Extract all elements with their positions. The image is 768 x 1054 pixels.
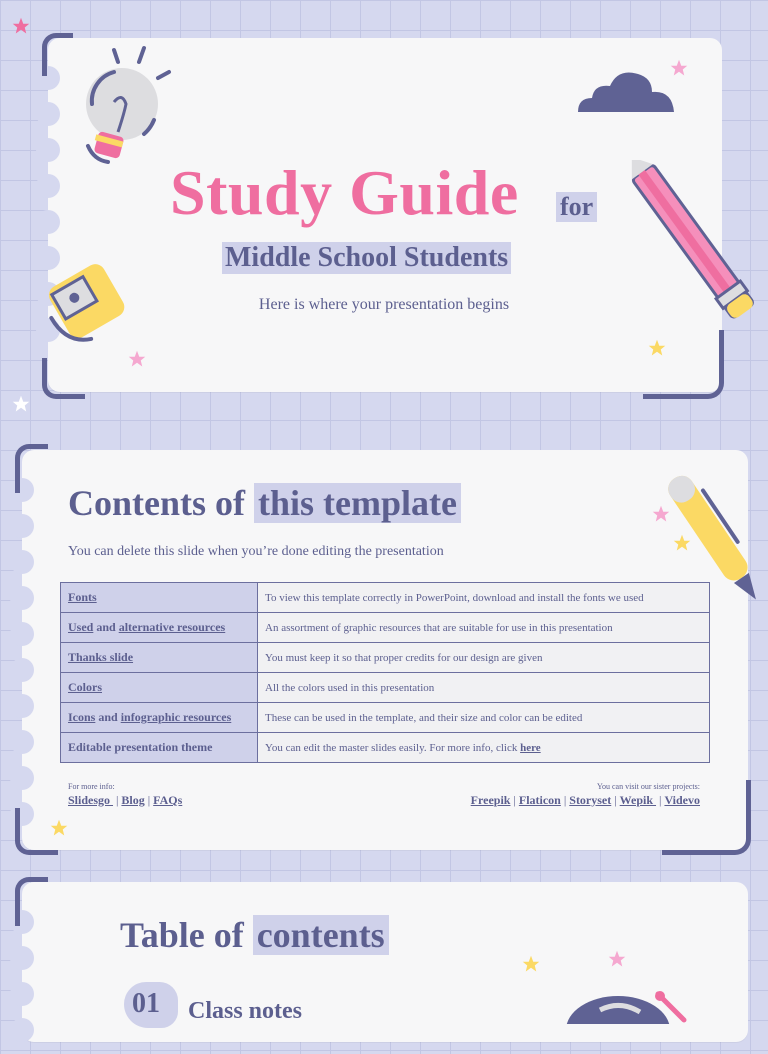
notebook-holes [10, 910, 34, 1054]
star-icon [673, 534, 691, 552]
link-infographic-resources[interactable]: infographic resources [120, 710, 232, 724]
slide3-heading [120, 914, 389, 956]
slide1-title-for: for [556, 192, 597, 222]
table-row [61, 613, 710, 643]
separator: | [513, 793, 516, 807]
heading-highlight: this template [254, 483, 461, 523]
row-label[interactable] [61, 583, 258, 613]
star-icon [12, 395, 30, 413]
label-connector: and [95, 710, 121, 724]
globe-icon [560, 990, 700, 1024]
table-row [61, 733, 710, 763]
description-text: You can edit the master slides easily. For more info, click [265, 741, 521, 754]
label-editable-theme: Editable presentation theme [68, 740, 213, 754]
corner-bracket-top-left [42, 33, 73, 76]
star-icon [12, 17, 30, 35]
sister-projects-block [471, 782, 700, 808]
link-alternative-resources[interactable]: alternative resources [118, 620, 226, 634]
link-freepik[interactable]: Freepik [470, 793, 511, 807]
sister-links [471, 793, 700, 808]
corner-bracket-top-left [15, 444, 48, 493]
corner-bracket-bottom-left [42, 358, 85, 399]
row-description: These can be used in the template, and their size and color can be edited [258, 703, 710, 733]
heading-plain: Contents of [68, 483, 245, 523]
cloud-icon [574, 68, 678, 114]
slide1-tagline: Here is where your presentation begins [258, 296, 510, 313]
slide2-heading [68, 482, 461, 524]
separator: | [614, 793, 617, 807]
link-blog[interactable]: Blog [121, 793, 145, 807]
separator: | [659, 793, 662, 807]
heading-highlight: contents [253, 915, 389, 955]
row-description [258, 733, 710, 763]
more-info-label: For more info: [68, 782, 115, 791]
row-label [61, 613, 258, 643]
link-colors[interactable]: Colors [68, 680, 102, 694]
separator: | [116, 793, 119, 807]
heading-plain: Table of [120, 915, 244, 955]
row-label [61, 673, 258, 703]
star-icon [648, 339, 666, 357]
toc-item-number: 01 [132, 988, 160, 1019]
link-videvo[interactable]: Videvo [664, 793, 700, 807]
link-faqs[interactable]: FAQs [153, 793, 183, 807]
star-icon [670, 59, 688, 77]
row-description: An assortment of graphic resources that are suitable for use in this presentation [258, 613, 710, 643]
row-label [61, 643, 258, 673]
slide1-subtitle: Middle School Students [222, 242, 511, 274]
slide2-intro: You can delete this slide when you’re done editing the presentation [68, 544, 444, 559]
table-row [61, 583, 710, 613]
link-used[interactable]: Used [68, 620, 94, 634]
link-thanks-slide[interactable]: Thanks slide [68, 650, 134, 664]
separator: | [147, 793, 151, 807]
row-description: You must keep it so that proper credits for our design are given [258, 643, 710, 673]
contents-table [60, 582, 710, 763]
table-row [61, 703, 710, 733]
slide1-title: Study Guide [170, 157, 519, 228]
link-icons[interactable]: Icons [68, 710, 96, 724]
row-description: All the colors used in this presentation [258, 673, 710, 703]
corner-bracket-top-left [15, 877, 48, 926]
row-label [61, 733, 258, 763]
notebook-holes [10, 478, 34, 838]
link-here[interactable]: here [520, 741, 541, 754]
star-icon [50, 819, 68, 837]
separator: | [563, 793, 567, 807]
lightbulb-icon [74, 42, 174, 172]
table-row [61, 673, 710, 703]
link-slidesgo[interactable]: Slidesgo [68, 793, 114, 807]
link-wepik[interactable]: Wepik [619, 793, 657, 807]
star-icon [522, 955, 540, 973]
link-flaticon[interactable]: Flaticon [518, 793, 561, 807]
star-icon [652, 505, 670, 523]
row-description: To view this template correctly in PowerPoint, download and install the fonts we used [258, 583, 710, 613]
more-info-block [68, 782, 182, 808]
toc-item-label: Class notes [188, 998, 303, 1024]
sister-label: You can visit our sister projects: [597, 782, 700, 791]
label-connector: and [93, 620, 119, 634]
more-info-links [68, 793, 182, 808]
link-fonts[interactable]: Fonts [68, 590, 97, 604]
link-storyset[interactable]: Storyset [569, 793, 612, 807]
star-icon [608, 950, 626, 968]
row-label [61, 703, 258, 733]
star-icon [128, 350, 146, 368]
table-row [61, 643, 710, 673]
